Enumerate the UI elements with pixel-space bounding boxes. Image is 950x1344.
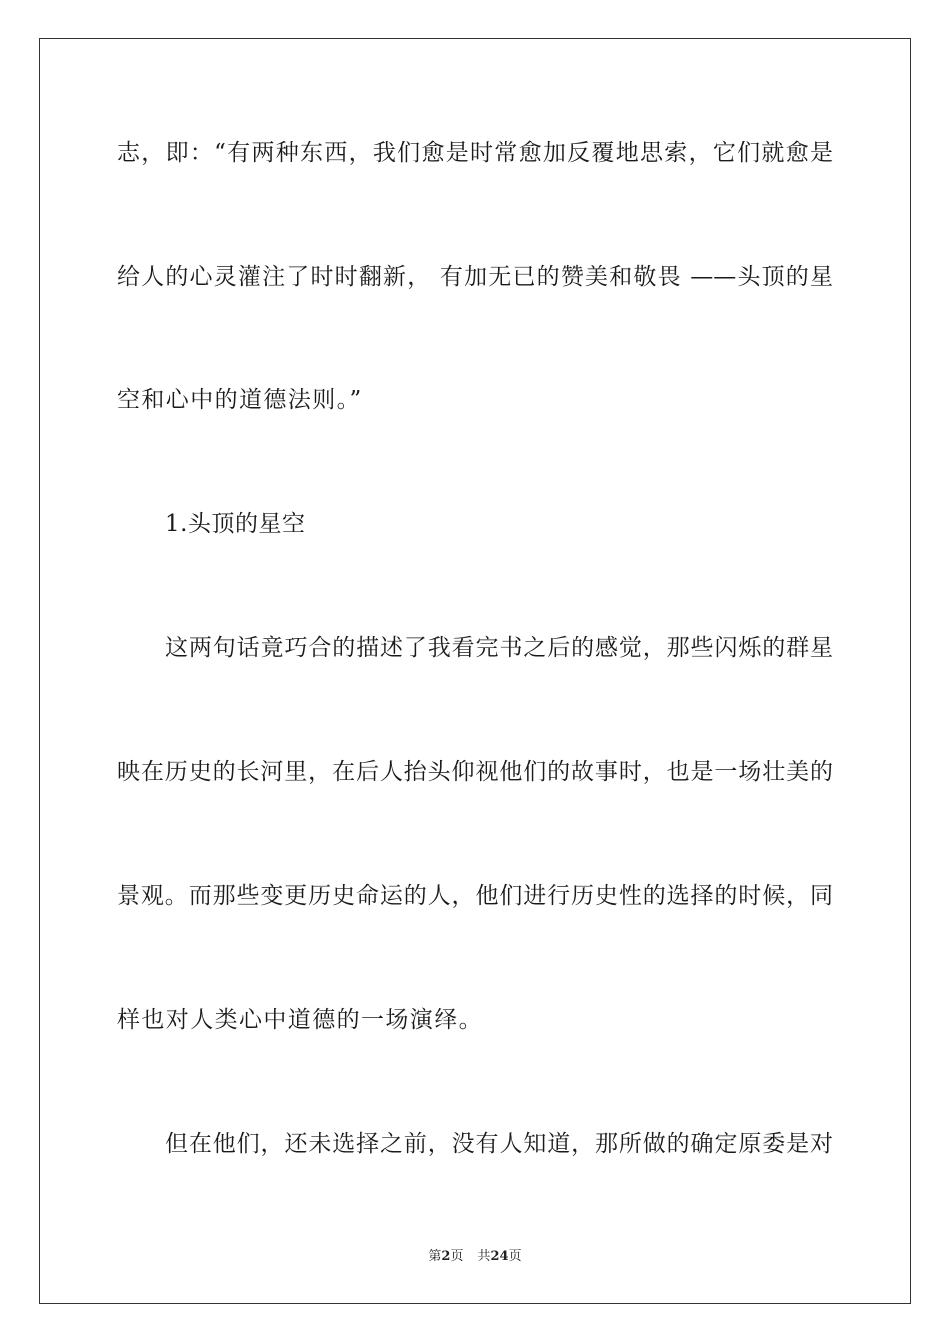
page-number: 2: [441, 1249, 451, 1264]
body-line-9: 但在他们，还未选择之前，没有人知道，那所做的确定原委是对: [165, 1131, 833, 1157]
body-line-6: 映在历史的长河里，在后人抬头仰视他们的故事时，也是一场壮美的: [117, 759, 833, 785]
body-line-3: 空和心中的道德法则。”: [117, 387, 363, 413]
body-line-2: 给人的心灵灌注了时时翻新， 有加无已的赞美和敬畏 ——头顶的星: [117, 264, 833, 290]
page-border: [39, 38, 911, 1304]
page-footer: [0, 1248, 950, 1266]
page-prefix: 第: [428, 1249, 442, 1264]
body-line-8: 样也对人类心中道德的一场演绎。: [117, 1007, 483, 1033]
body-line-5: 这两句话竟巧合的描述了我看完书之后的感觉，那些闪烁的群星: [165, 635, 833, 661]
section-heading: 1.头顶的星空: [165, 511, 306, 537]
body-line-1: 志，即：“有两种东西，我们愈是时常愈加反覆地思索，它们就愈是: [117, 140, 833, 166]
body-line-7: 景观。而那些变更历史命运的人，他们进行历史性的选择的时候，同: [117, 883, 833, 909]
total-suffix: 页: [508, 1249, 522, 1264]
page-suffix: 页: [450, 1249, 464, 1264]
total-pages: 24: [490, 1249, 509, 1264]
total-prefix: 共: [477, 1249, 491, 1264]
